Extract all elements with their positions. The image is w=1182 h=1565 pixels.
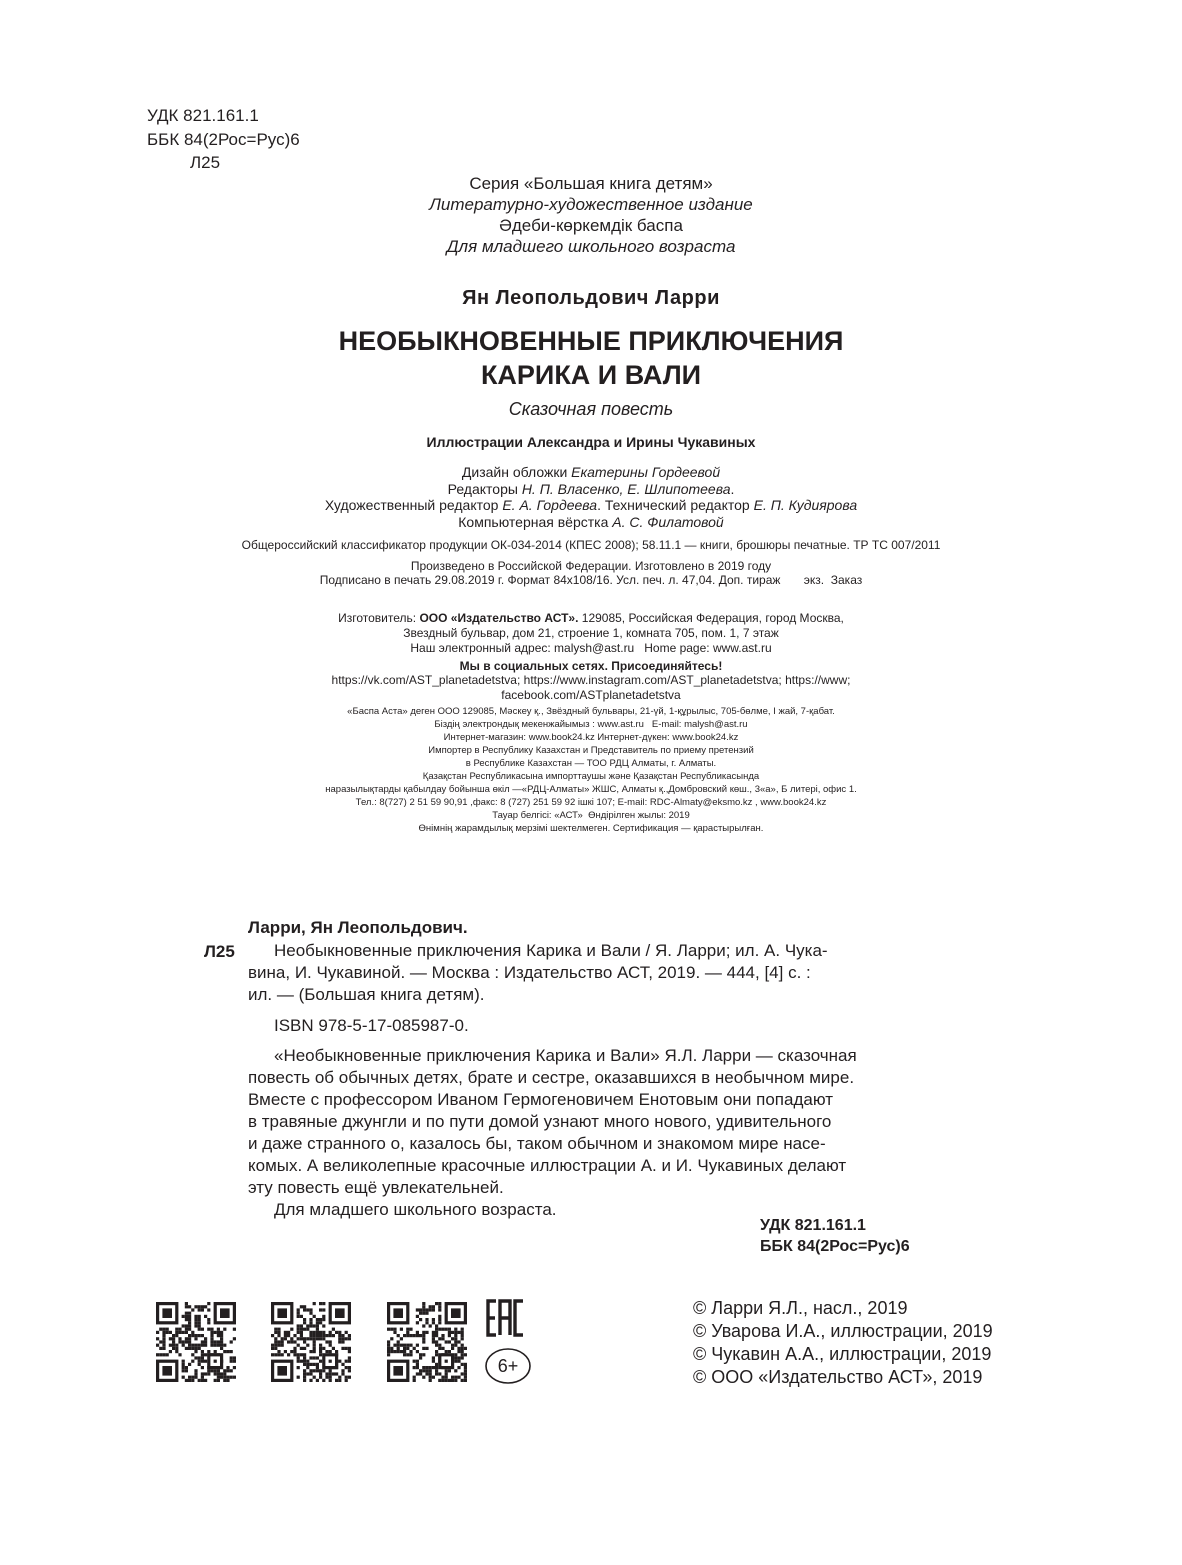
qr-code-icon xyxy=(156,1302,236,1382)
annotation-line: и даже странного о, казалось бы, таком обычном и знакомом мире насе- xyxy=(248,1134,826,1153)
genre-kz: Әдеби-көркемдік баспа xyxy=(499,216,683,235)
annotation-line: эту повесть ещё увлекательней. xyxy=(248,1178,504,1197)
qr-code-icon xyxy=(271,1302,351,1382)
kz-line: Қазақстан Республикасына импорттаушы және Қазақстан Республикасында xyxy=(422,771,760,782)
social-links-2: facebook.com/ASTplanetadetstva xyxy=(501,688,681,702)
author-mark-top: Л25 xyxy=(190,153,221,172)
copyright-line: © Уварова И.А., иллюстрации, 2019 xyxy=(693,1321,993,1341)
production-signed: Подписано в печать 29.08.2019 г. Формат 84х108/16. Усл. печ. л. 47,04. Доп. тираж экз. Заказ xyxy=(319,573,863,587)
catalog-isbn: ISBN 978-5-17-085987-0. xyxy=(274,1016,469,1035)
book-subtitle: Сказочная повесть xyxy=(508,399,674,419)
book-title-line2: КАРИКА И ВАЛИ xyxy=(480,360,702,390)
eac-mark-icon xyxy=(485,1297,527,1339)
manufacturer-line xyxy=(0,611,1182,625)
kz-line: Өнімнің жарамдылық мерзімі шектелмеген. Сертификация — қарастырылған. xyxy=(418,823,764,834)
credit-editors-period: . xyxy=(730,481,735,497)
manufacturer-email: Наш электронный адрес: malysh@ast.ru Home page: www.ast.ru xyxy=(410,641,772,655)
kz-line: в Республике Казахстан — ТОО РДЦ Алматы, г. Алматы. xyxy=(465,758,717,769)
kz-line: Біздің электрондық мекенжайымыз : www.ast.ru E-mail: malysh@ast.ru xyxy=(434,719,748,730)
kz-line: наразылықтарды қабылдау бойынша өкіл —«РДЦ-Алматы» ЖШС, Алматы қ.,Домбровский көш., 3«а», Б литері, офис 1. xyxy=(325,784,857,795)
credit-layout-name: А. С. Филатовой xyxy=(612,514,724,530)
catalog-age: Для младшего школьного возраста. xyxy=(274,1200,557,1219)
credit-cover-label: Дизайн обложки xyxy=(461,464,568,480)
copyright-line: © Ларри Я.Л., насл., 2019 xyxy=(693,1298,908,1318)
catalog-desc: Необыкновенные приключения Карика и Вали / Я. Ларри; ил. А. Чука- xyxy=(274,941,828,960)
manufacturer-address1: 129085, Российская Федерация, город Москва, xyxy=(581,611,844,625)
credit-art-period: . xyxy=(597,497,601,513)
catalog-udk: УДК 821.161.1 xyxy=(760,1217,866,1234)
udk-top: УДК 821.161.1 xyxy=(147,106,259,125)
catalog-mark: Л25 xyxy=(204,942,235,961)
social-links-1: https://vk.com/AST_planetadetstva; https://www.instagram.com/AST_planetadetstva; https://www; xyxy=(331,673,851,687)
credit-editors-label: Редакторы xyxy=(447,481,518,497)
book-title-line1: НЕОБЫКНОВЕННЫЕ ПРИКЛЮЧЕНИЯ xyxy=(338,326,844,356)
production-okp: Общероссийский классификатор продукции ОК-034-2014 (КПЕС 2008); 58.11.1 — книги, брошюры печатные. ТР ТС 007/2011 xyxy=(241,538,941,552)
kz-line: Импортер в Республику Казахстан и Представитель по приему претензий xyxy=(428,745,754,756)
bbk-top: ББК 84(2Рос=Рус)6 xyxy=(147,130,300,149)
annotation-line: Вместе с профессором Иваном Гермогеновичем Енотовым они попадают xyxy=(248,1090,834,1109)
credit-art-tech xyxy=(0,497,1182,513)
manufacturer-address2: Звездный бульвар, дом 21, строение 1, комната 705, пом. 1, 7 этаж xyxy=(403,626,779,640)
credit-art-label: Художественный редактор xyxy=(324,497,499,513)
catalog-desc: ил. — (Большая книга детям). xyxy=(248,985,485,1004)
credit-layout xyxy=(0,514,1182,530)
annotation-line: повесть об обычных детях, брате и сестре, оказавшихся в необычном мире. xyxy=(248,1068,855,1087)
credit-editors xyxy=(0,481,1182,497)
age-rating-text: 6+ xyxy=(497,1356,519,1376)
age-rating-icon xyxy=(484,1347,532,1385)
credit-layout-label: Компьютерная вёрстка xyxy=(458,514,609,530)
credit-art-name: Е. А. Гордеева xyxy=(502,497,598,513)
manufacturer-label: Изготовитель: xyxy=(338,611,417,625)
social-heading: Мы в социальных сетях. Присоединяйтесь! xyxy=(459,659,723,673)
catalog-heading: Ларри, Ян Леопольдович. xyxy=(248,918,468,937)
book-author: Ян Леопольдович Ларри xyxy=(462,287,720,309)
credit-editors-names: Н. П. Власенко, Е. Шлипотеева xyxy=(521,481,731,497)
qr-code-icon xyxy=(387,1302,467,1382)
credit-tech-label: Технический редактор xyxy=(604,497,750,513)
production-made-in: Произведено в Российской Федерации. Изготовлено в 2019 году xyxy=(410,559,772,573)
kz-line: «Баспа Аста» деген ООО 129085, Мәскеу қ., Звёздный бульвары, 21-үй, 1-құрылыс, 705-бөлме, I жай, 7-қабат. xyxy=(347,706,835,717)
annotation-line: комых. А великолепные красочные иллюстрации А. и И. Чукавиных делают xyxy=(248,1156,847,1175)
copyright-line: © ООО «Издательство АСТ», 2019 xyxy=(693,1367,983,1387)
kz-line: Тауар белгісі: «АСТ» Өндірілген жылы: 2019 xyxy=(492,810,690,821)
kz-line: Интернет-магазин: www.book24.kz Интернет-дүкен: www.book24.kz xyxy=(443,732,739,743)
credit-cover-name: Екатерины Гордеевой xyxy=(571,464,721,480)
kz-line: Тел.: 8(727) 2 51 59 90,91 ,факс: 8 (727) 251 59 92 ішкі 107; E-mail: RDC-Almaty@eksmo.kz , www.book24.kz xyxy=(355,797,827,808)
annotation-line: «Необыкновенные приключения Карика и Вали» Я.Л. Ларри — сказочная xyxy=(274,1046,857,1065)
series-line: Серия «Большая книга детям» xyxy=(469,174,713,193)
credit-tech-name: Е. П. Кудиярова xyxy=(753,497,858,513)
annotation-line: в травяные джунгли и по пути домой узнают много нового, удивительного xyxy=(248,1112,832,1131)
catalog-bbk: ББК 84(2Рос=Рус)6 xyxy=(760,1238,910,1255)
credit-cover xyxy=(0,464,1182,480)
catalog-desc: вина, И. Чукавиной. — Москва : Издательство АСТ, 2019. — 444, [4] с. : xyxy=(248,963,811,982)
age-ru: Для младшего школьного возраста xyxy=(446,237,736,256)
genre-ru: Литературно-художественное издание xyxy=(429,195,753,214)
manufacturer-name: ООО «Издательство АСТ». xyxy=(419,611,579,625)
book-illustrators: Иллюстрации Александра и Ирины Чукавиных xyxy=(426,434,756,450)
copyright-line: © Чукавин А.А., иллюстрации, 2019 xyxy=(693,1344,992,1364)
